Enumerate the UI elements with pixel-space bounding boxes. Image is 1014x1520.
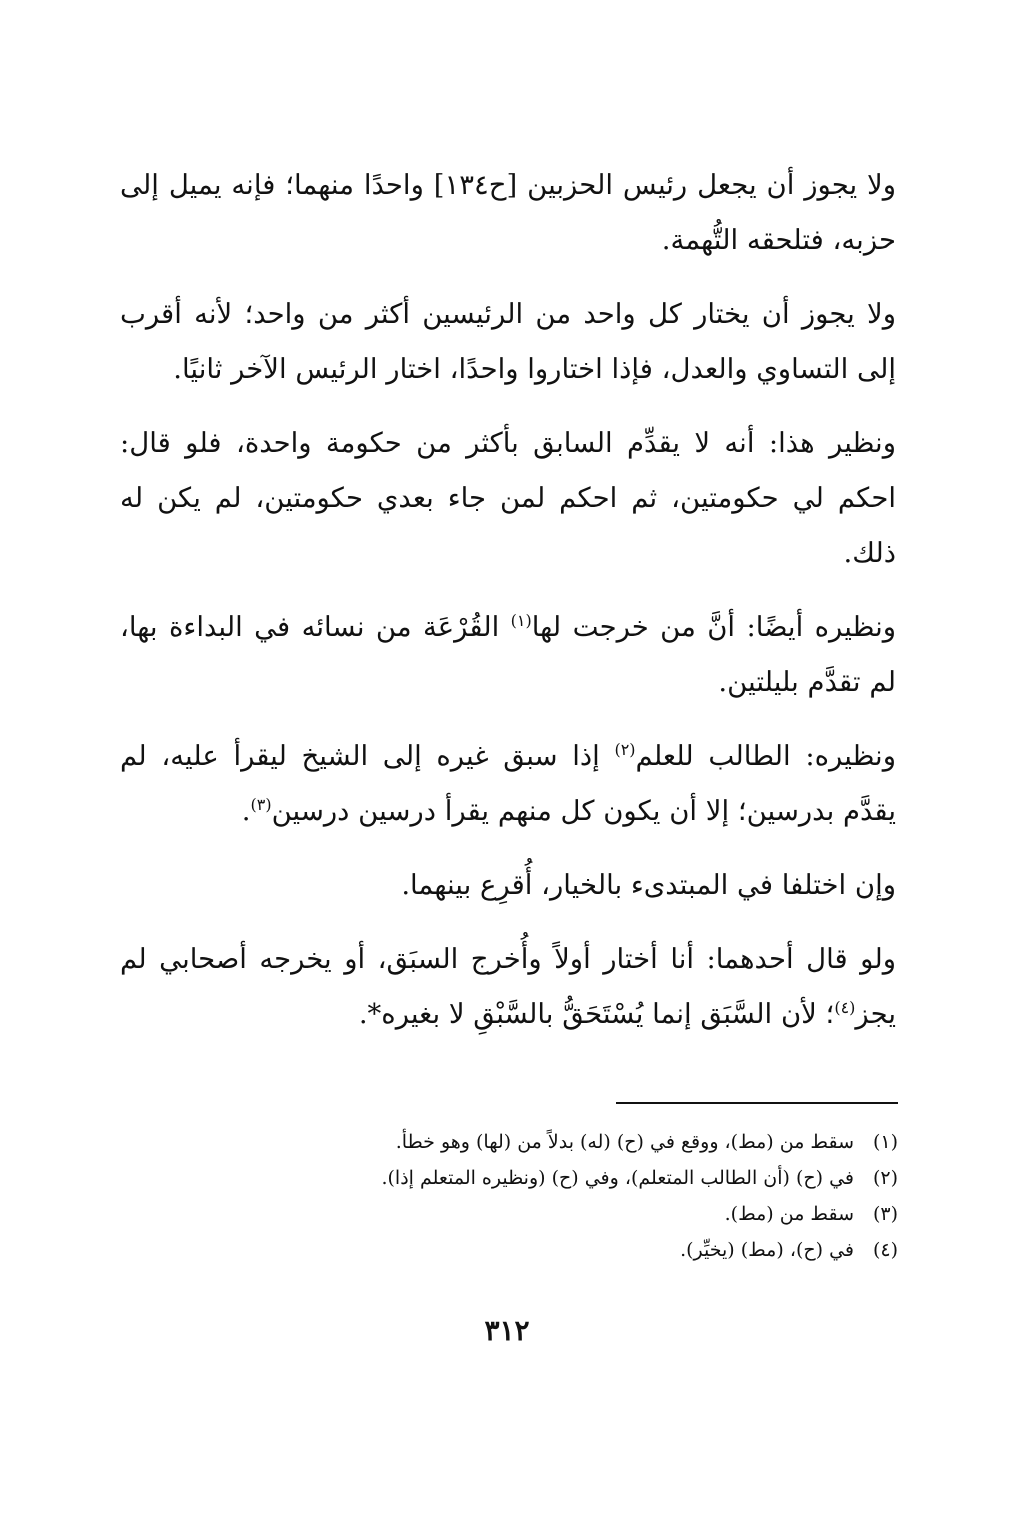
paragraph-text: ونظيره: الطالب للعلم bbox=[635, 740, 896, 772]
paragraph-text: ولو قال أحدهما: أنا أختار أولاً وأُخرج السبَق، أو يخرجه أصحابي لم يجز bbox=[120, 943, 896, 1030]
footnote-marker: (٤) bbox=[834, 997, 856, 1017]
footnotes bbox=[118, 1124, 898, 1268]
paragraph-text: إذا سبق غيره إلى الشيخ ليقرأ عليه، لم يقدَّم بدرسين؛ إلا أن يكون كل منهم يقرأ درسين درسين bbox=[120, 740, 896, 827]
paragraph-text: ؛ لأن السَّبَق إنما يُسْتَحَقُّ بالسَّبْقِ لا بغيره*. bbox=[358, 998, 835, 1030]
footnote-text: سقط من (مط)، ووقع في (ح) (له) بدلاً من (لها) وهو خطأ. bbox=[395, 1131, 854, 1153]
paragraph bbox=[120, 932, 896, 1042]
paragraph: ولا يجوز أن يجعل رئيس الحزبين [ح١٣٤] واحدًا منهما؛ فإنه يميل إلى حزبه، فتلحقه التُّهمة. bbox=[120, 169, 896, 256]
footnote-number: (٣) bbox=[872, 1203, 898, 1225]
paragraph: ولا يجوز أن يختار كل واحد من الرئيسين أكثر من واحد؛ لأنه أقرب إلى التساوي والعدل، فإذا اختاروا واحدًا، اختار الرئيس الآخر ثانيًا. bbox=[120, 298, 896, 385]
paragraph-text: ونظيره أيضًا: أنَّ من خرجت لها bbox=[531, 611, 896, 643]
footnote-number: (٤) bbox=[872, 1239, 898, 1261]
footnote bbox=[118, 1124, 898, 1160]
paragraph: ونظير هذا: أنه لا يقدِّم السابق بأكثر من حكومة واحدة، فلو قال: احكم لي حكومتين، ثم احكم لمن جاء بعدي حكومتين، لم يكن له ذلك. bbox=[120, 427, 896, 569]
footnote-marker: (١) bbox=[510, 610, 532, 630]
footnote-number: (٢) bbox=[872, 1167, 898, 1189]
paragraph: وإن اختلفا في المبتدىء بالخيار، أُقرِع بينهما. bbox=[401, 869, 896, 901]
footnote-divider bbox=[616, 1102, 898, 1104]
footnote bbox=[118, 1196, 898, 1232]
page-number: ٣١٢ bbox=[484, 1314, 530, 1347]
paragraph-text: القُرْعَة من نسائه في البداءة بها، لم تقدَّم بليلتين. bbox=[120, 611, 896, 698]
footnote-text: سقط من (مط). bbox=[724, 1203, 854, 1225]
footnote-marker: (٢) bbox=[614, 739, 636, 759]
footnote-marker: (٣) bbox=[250, 794, 272, 814]
footnote-text: في (ح) (أن الطالب المتعلم)، وفي (ح) (ونظيره المتعلم إذا). bbox=[381, 1167, 854, 1189]
footnote bbox=[118, 1160, 898, 1196]
main-text bbox=[120, 158, 896, 1061]
paragraph bbox=[120, 729, 896, 839]
footnote bbox=[118, 1232, 898, 1268]
footnote-text: في (ح)، (مط) (يخيِّر). bbox=[680, 1239, 854, 1261]
footnote-number: (١) bbox=[872, 1131, 898, 1153]
paragraph bbox=[120, 600, 896, 710]
paragraph-text: . bbox=[241, 795, 251, 827]
